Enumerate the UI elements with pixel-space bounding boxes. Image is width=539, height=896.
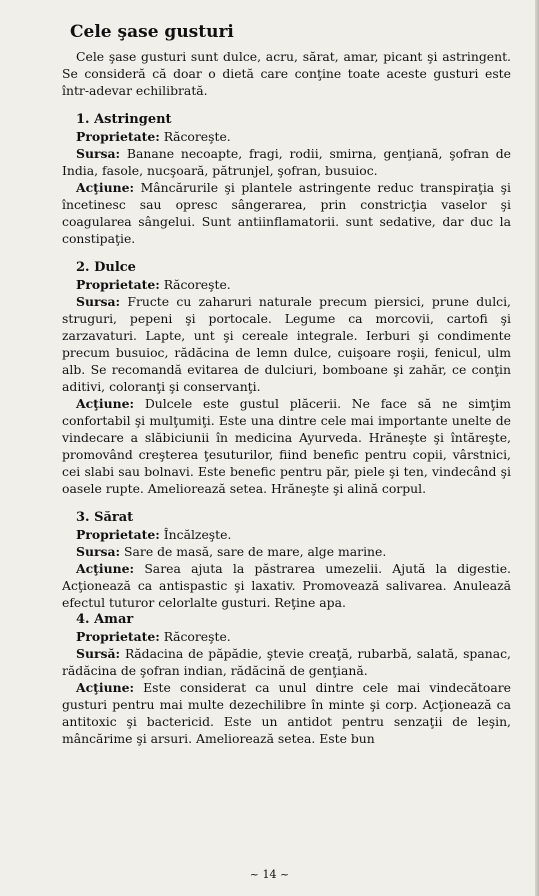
action-value: Sarea ajuta la păstrarea umezelii. Ajută la digestie. Acţionează ca antispastic şi laxativ. Promovează salivarea. Anulează efectul tuturor celorlalte gusturi. Reţine apa. xyxy=(62,561,511,610)
section-astringent xyxy=(62,111,511,247)
source-line xyxy=(62,543,511,560)
property-label: Proprietate: xyxy=(76,129,160,144)
action-line xyxy=(62,679,511,747)
section-heading: 1. Astringent xyxy=(76,112,172,127)
page-title: Cele şase gusturi xyxy=(70,22,234,42)
property-value: Răcoreşte. xyxy=(159,277,231,292)
property-label: Proprietate: xyxy=(76,277,160,292)
action-label: Acţiune: xyxy=(76,561,135,576)
source-value: Rădacina de păpădie, ştevie creaţă, rubarbă, salată, spanac, rădăcina de şofran indian, rădăcină de genţiană. xyxy=(62,646,511,678)
section-heading: 3. Sărat xyxy=(76,510,134,525)
section-heading: 4. Amar xyxy=(76,612,134,627)
property-value: Răcoreşte. xyxy=(159,629,231,644)
property-line xyxy=(62,276,511,293)
action-value: Dulcele este gustul plăcerii. Ne face să ne simţim confortabil şi mulţumiţi. Este una dintre cele mai importante unelte de vindecare a slăbiciunii în medicina Ayurveda. Hrăneşte şi întăreşte, promovând creşterea ţesuturilor, fiind benefic pentru copii, vârstnici, cei slabi sau bolnavi. Este benefic pentru păr, piele şi ten, vindecând şi oasele rupte. Ameliorează setea. Hrăneşte şi alină corpul. xyxy=(62,396,511,496)
intro-paragraph: Cele şase gusturi sunt dulce, acru, sărat, amar, picant şi astringent. Se consideră că doar o dietă care conţine toate aceste gusturi este într-adevar echilibrată. xyxy=(62,49,511,98)
property-line xyxy=(62,128,511,145)
action-line xyxy=(62,179,511,247)
action-label: Acţiune: xyxy=(76,680,135,695)
action-line xyxy=(62,560,511,611)
action-line xyxy=(62,395,511,497)
section-amar xyxy=(62,611,511,747)
source-label: Sursa: xyxy=(76,146,121,161)
source-value: Banane necoapte, fragi, rodii, smirna, genţiană, şofran de India, fasole, nucşoară, pătrunjel, şofran, busuioc. xyxy=(62,146,511,178)
property-line xyxy=(62,526,511,543)
section-dulce xyxy=(62,259,511,497)
property-label: Proprietate: xyxy=(76,629,160,644)
page-edge xyxy=(535,0,539,896)
action-value: Este considerat ca unul dintre cele mai vindecătoare gusturi pentru mai multe dezechilibre în minte şi corp. Acţionează ca antitoxic şi bactericid. Este un antidot pentru senzaţii de leşin, mâncărime şi arsuri. Ameliorează setea. Este bun xyxy=(62,680,511,746)
source-label: Sursă: xyxy=(76,646,121,661)
source-line xyxy=(62,145,511,179)
action-label: Acţiune: xyxy=(76,180,135,195)
source-label: Sursa: xyxy=(76,544,121,559)
source-value: Sare de masă, sare de mare, alge marine. xyxy=(120,544,387,559)
property-value: Încălzeşte. xyxy=(159,527,232,542)
property-label: Proprietate: xyxy=(76,527,160,542)
property-line xyxy=(62,628,511,645)
section-sarat xyxy=(62,509,511,611)
action-label: Acţiune: xyxy=(76,396,135,411)
source-line xyxy=(62,293,511,395)
source-line xyxy=(62,645,511,679)
action-value: Mâncărurile şi plantele astringente reduc transpiraţia şi încetinesc sau opresc sângerarea, prin constricţia vaselor şi coagularea sângelui. Sunt antiinflamatorii. sunt sedative, dar duc la constipaţie. xyxy=(62,180,511,246)
source-label: Sursa: xyxy=(76,294,121,309)
property-value: Răcoreşte. xyxy=(159,129,231,144)
section-heading: 2. Dulce xyxy=(76,260,136,275)
source-value: Fructe cu zaharuri naturale precum piersici, prune dulci, struguri, pepeni şi portocale. Legume ca morcovii, cartofi şi zarzavaturi. Lapte, unt şi cereale integrale. Ierburi şi condimente precum busuioc, rădăcina de lemn dulce, cuişoare roşii, fenicul, ulm alb. Se recomandă evitarea de dulciuri, bomboane şi zahăr, ce conţin aditivi, coloranţi şi conservanţi. xyxy=(62,294,511,394)
page-number: ~ 14 ~ xyxy=(249,868,290,881)
